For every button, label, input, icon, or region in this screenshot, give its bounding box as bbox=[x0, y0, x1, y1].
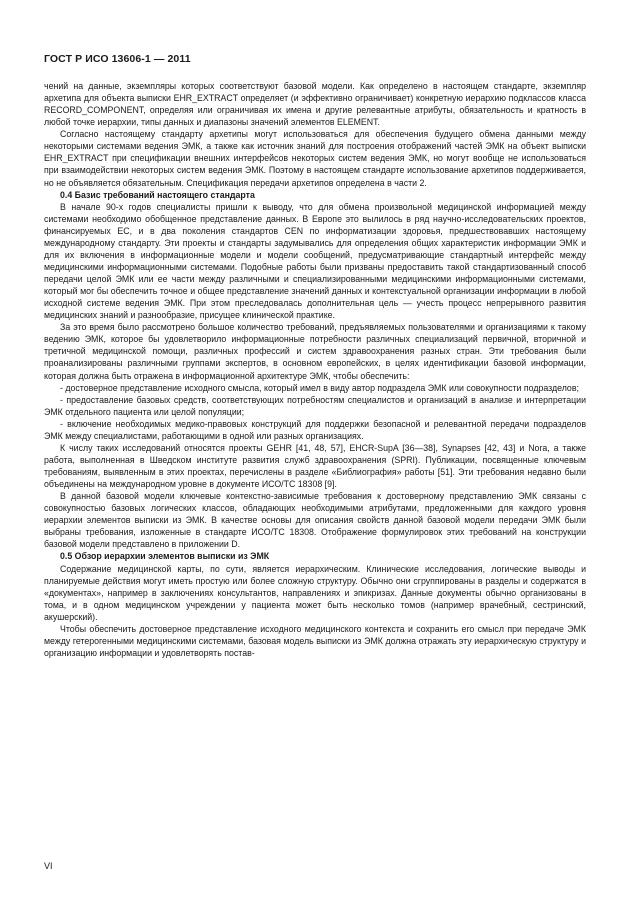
paragraph-requirements: За это время было рассмотрено большое количество требований, предъявляемых пользователями и организациями к такому ведению ЭМК, которое бы удовлетворило информационные потребности различных специализаций первичной, вторичной и третичной медицинской помощи, различных профессий и систем здравоохранения разных стран. Эти требования были проанализированы различными группами экспертов, в основном европейских, в целях идентификации базовой информации, которая должна быть отражена в информационной архитектуре ЭМК, чтобы обеспечить: bbox=[44, 322, 586, 381]
paragraph-reference-model: В данной базовой модели ключевые контекстно-зависимые требования к достоверному представлению ЭМК связаны с совокупностью базовых логических классов, обладающих необходимыми атрибутами, предложенными для каждого уровня иерархии элементов выписки из ЭМК. В качестве основы для описания свойств данной базовой модели передачи ЭМК были выбраны требования, изложенные в стандарте ИСО/ТС 18308. Отображение формулировок этих требований на конструкции базовой модели представлено в приложении D. bbox=[44, 491, 586, 550]
page-number: VI bbox=[44, 861, 53, 871]
list-item: - включение необходимых медико-правовых конструкций для поддержки безопасной и релевантной передачи подразделов ЭМК между специалистами, работающими в одной или разных организациях. bbox=[44, 418, 586, 441]
document-body bbox=[44, 80, 586, 659]
list-item: - достоверное представление исходного смысла, который имел в виду автор подраздела ЭМК или совокупности подразделов; bbox=[60, 382, 579, 393]
list-item: - предоставление базовых средств, соответствующих потребностям специалистов и организаций в анализе и интерпретации ЭМК отдельного пациента или целой популяции; bbox=[44, 394, 586, 417]
paragraph-projects: К числу таких исследований относятся проекты GEHR [41, 48, 57], EHCR-SupA [36—38], Synapses [42, 43] и Nora, а также работа, выполненная в Шведском институте развития служб здравоохранения (SPRI). Публикации, посвященные ключевым требованиям, выявленным в этих проектах, перечислены в разделе «Библиография» работы [51]. Эти требования недавно были объединены на международном уровне в документе ИСО/ТС 18308 [9]. bbox=[44, 442, 586, 490]
paragraph-archetypes: Согласно настоящему стандарту архетипы могут использоваться для обеспечения будущего обмена данными между некоторыми системами ведения ЭМК, а также как источник знаний для построения отображений частей ЭМК на объект выписки EHR_EXTRACT при спецификации внешних интерфейсов некоторых систем ведения ЭМК, но могут вообще не использоваться при взаимодействии некоторых систем ведения ЭМК. Поэтому в настоящем стандарте использование архетипов поддерживается, но не объявляется обязательным. Спецификация передачи архетипов определена в части 2. bbox=[44, 129, 586, 188]
paragraph-context: Чтобы обеспечить достоверное представление исходного медицинского контекста и сохранить его смысл при передаче ЭМК между гетерогенными медицинскими системами, базовая модель выписки из ЭМК должна отражать эту иерархическую структуру и организацию информации и удовлетворять постав- bbox=[44, 623, 586, 658]
paragraph-continuation: чений на данные, экземпляры которых соответствуют базовой модели. Как определено в настоящем стандарте, экземпляр архетипа для объекта выписки EHR_EXTRACT определяет (и эффективно ограничивает) конкретную иерархию подклассов класса RECORD_COMPONENT, определяя или ограничивая их имена и другие релевантные атрибуты, обязательность и кратность в любой точке иерархии, типы данных и диапазоны значений элементов ELEMENT. bbox=[44, 81, 586, 128]
standard-header: ГОСТ Р ИСО 13606-1 — 2011 bbox=[44, 53, 191, 65]
section-heading-0-5: 0.5 Обзор иерархии элементов выписки из ЭМК bbox=[60, 551, 270, 562]
paragraph-history: В начале 90-х годов специалисты пришли к выводу, что для обмена произвольной медицинской информацией между системами необходимо обобщенное представление данных. В Европе это вылилось в ряд научно-исследовательских проектов, финансируемых ЕС, и в два поколения стандартов CEN по информатизации здоровья, предшествовавших настоящему международному стандарту. Эти проекты и стандарты задумывались для определения общих характеристик информации ЭМК и для их включения в информационные модели и модели сообщений, предусматривающие стандартный интерфейс между медицинскими информационными системами. Подобные работы были призваны предоставить такой стандартизованный способ передачи целой ЭМК или ее части между различными и специализированными медицинскими информационными системами, который мог бы обеспечить точное и общее представление значений данных и контекстуальной организации информации в любой исходной системе ведения ЭМК. При этом преследовалась дополнительная цель — учесть процесс непрерывного развития медицинских знаний и разнообразие, присущее клинической практике. bbox=[44, 201, 586, 321]
paragraph-hierarchy: Содержание медицинской карты, по сути, является иерархическим. Клинические исследования, логические выводы и планируемые действия могут иметь простую или более сложную структуру. Обычно они сгруппированы в разделы и содержатся в «документах», например в заключениях консультантов, направлениях и эпикризах. Данные документы обычно организованы в тома, и в одном медицинском учреждении у пациента может быть несколько томов (например врачебный, сестринский, акушерский). bbox=[44, 563, 586, 622]
section-heading-0-4: 0.4 Базис требований настоящего стандарта bbox=[60, 189, 255, 200]
